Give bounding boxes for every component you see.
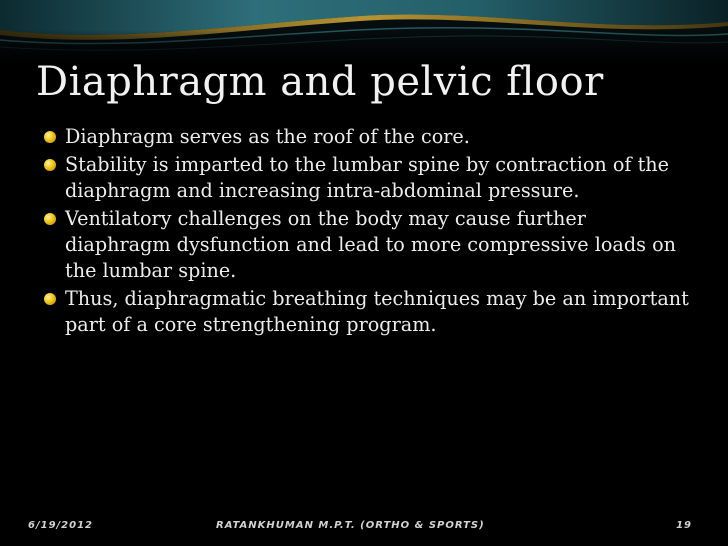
bullet-text: Stability is imparted to the lumbar spine by contraction of the diaphragm and increasing intra-abdominal pressure. [65, 153, 670, 202]
bullet-text: Diaphragm serves as the roof of the core. [65, 125, 470, 148]
bullet-item [44, 206, 694, 284]
bullet-list [44, 124, 694, 340]
bullet-text: Ventilatory challenges on the body may cause further diaphragm dysfunction and lead to more compressive loads on the lumbar spine. [65, 207, 676, 282]
bullet-item [44, 124, 694, 150]
header-wave-graphic [0, 0, 728, 62]
decorative-header-band [0, 0, 728, 62]
bullet-dot-icon [44, 293, 56, 305]
bullet-dot-icon [44, 213, 56, 225]
slide-footer [0, 516, 728, 536]
bullet-item [44, 152, 694, 204]
bullet-item [44, 286, 694, 338]
bullet-dot-icon [44, 159, 56, 171]
bullet-dot-icon [44, 131, 56, 143]
slide-title: Diaphragm and pelvic floor [36, 59, 604, 105]
footer-date: 6/19/2012 [28, 520, 94, 531]
slide-number: 19 [676, 520, 692, 531]
bullet-text: Thus, diaphragmatic breathing techniques may be an important part of a core strengthening program. [65, 287, 689, 336]
footer-author: RATANKHUMAN M.P.T. (ORTHO & SPORTS) [216, 520, 485, 531]
